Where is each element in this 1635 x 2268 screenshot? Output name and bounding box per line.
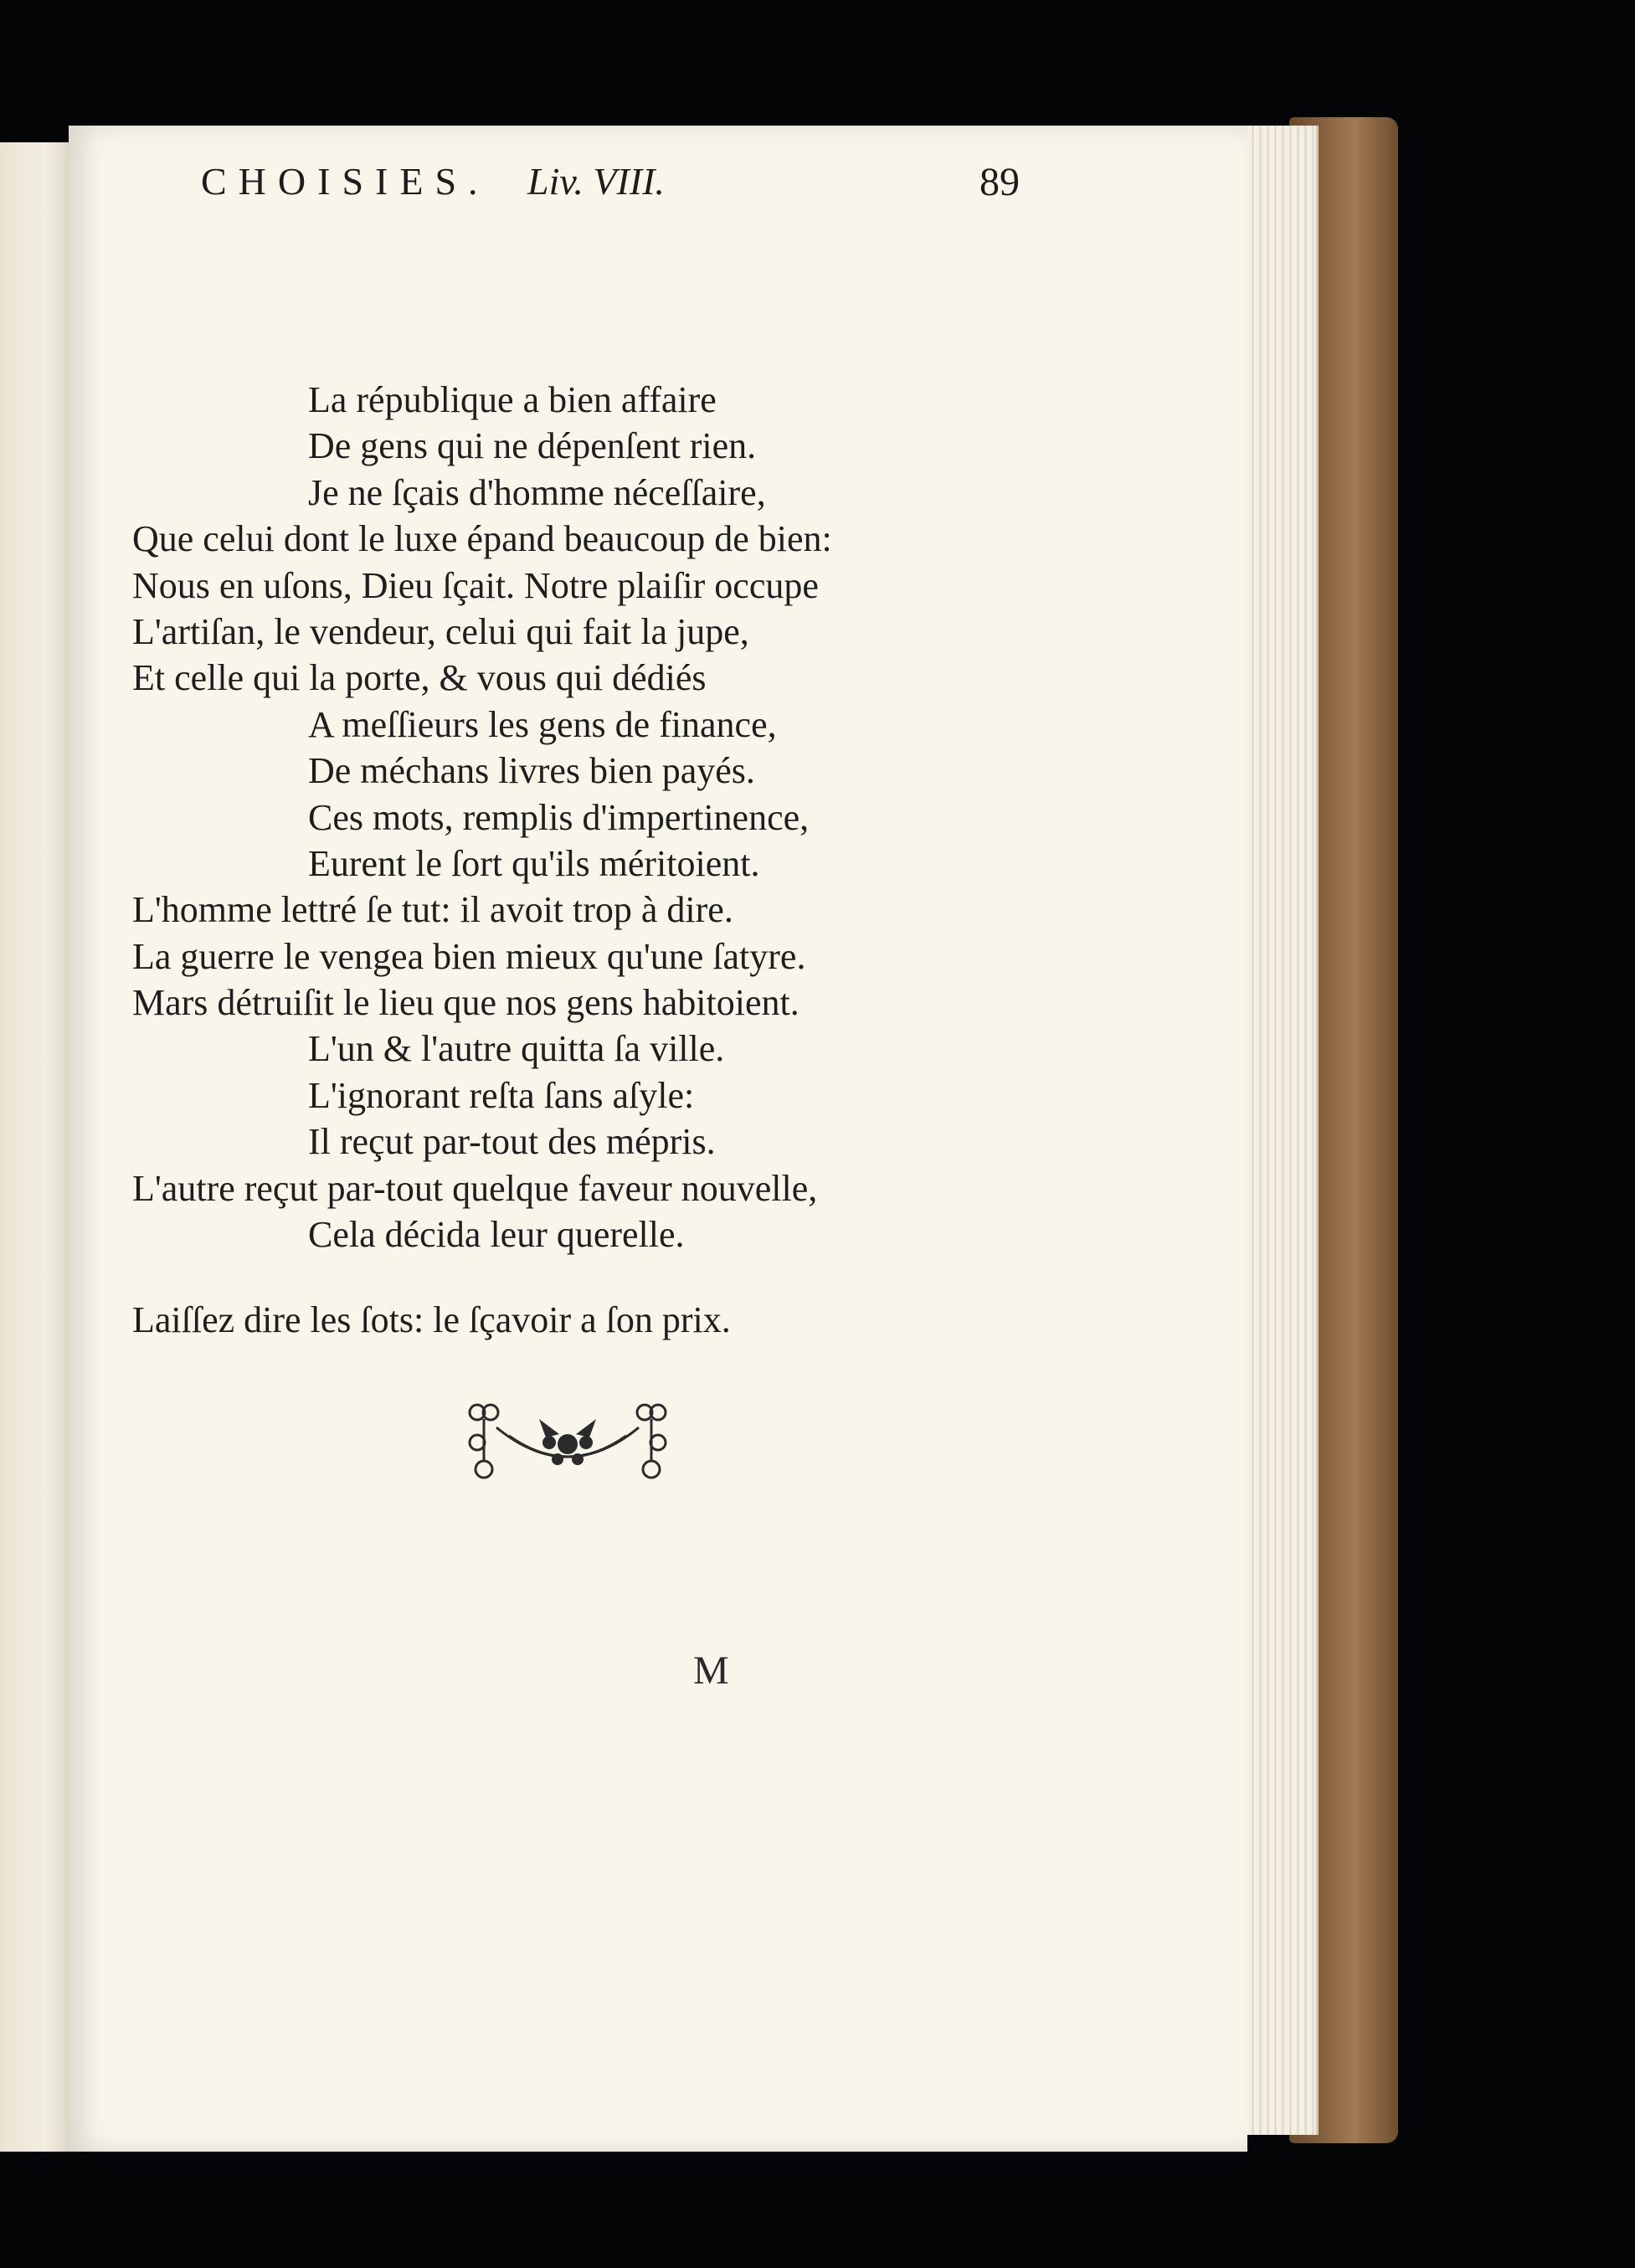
running-title: CHOISIES. bbox=[201, 160, 490, 203]
poem-line: A meſſieurs les gens de finance, bbox=[308, 703, 777, 745]
poem-line: L'autre reçut par-tout quelque faveur nouvelle, bbox=[132, 1167, 818, 1209]
poem-line: Il reçut par-tout des mépris. bbox=[308, 1121, 716, 1163]
poem-line: L'homme lettré ſe tut: il avoit trop à dire. bbox=[132, 889, 733, 931]
poem-line: Nous en uſons, Dieu ſçait. Notre plaiſir occupe bbox=[132, 564, 819, 606]
poem-line: L'ignorant reſta ſans aſyle: bbox=[308, 1074, 695, 1116]
poem-line: Que celui dont le luxe épand beaucoup de bien: bbox=[132, 518, 832, 560]
signature-mark: M bbox=[693, 1648, 729, 1693]
poem-line: Mars détruiſit le lieu que nos gens habitoient. bbox=[132, 982, 800, 1024]
book-part: Liv. VIII. bbox=[527, 160, 665, 203]
page-header bbox=[201, 159, 1038, 218]
poem-text bbox=[132, 377, 1003, 1344]
floral-ornament-icon bbox=[459, 1394, 676, 1486]
poem-line: Et celle qui la porte, & vous qui dédiés bbox=[132, 657, 707, 699]
page-block-edges bbox=[1239, 126, 1319, 2135]
poem-line: L'artiſan, le vendeur, celui qui fait la jupe, bbox=[132, 610, 749, 652]
poem-line: Je ne ſçais d'homme néceſſaire, bbox=[308, 471, 766, 513]
page-number: 89 bbox=[979, 160, 1020, 204]
poem-line: Cela décida leur querelle. bbox=[308, 1214, 685, 1256]
poem-line: L'un & l'autre quitta ſa ville. bbox=[308, 1028, 725, 1070]
poem-line: La guerre le vengea bien mieux qu'une ſatyre. bbox=[132, 935, 806, 977]
poem-line: La république a bien affaire bbox=[308, 379, 717, 420]
poem-moral: Laiſſez dire les ſots: le ſçavoir a ſon prix. bbox=[132, 1299, 731, 1341]
facing-page-edge bbox=[0, 142, 75, 2152]
poem-line: Ces mots, remplis d'impertinence, bbox=[308, 796, 810, 838]
poem-line: Eurent le ſort qu'ils méritoient. bbox=[308, 842, 760, 884]
poem-line: De méchans livres bien payés. bbox=[308, 750, 755, 792]
poem-line: De gens qui ne dépenſent rien. bbox=[308, 425, 757, 467]
